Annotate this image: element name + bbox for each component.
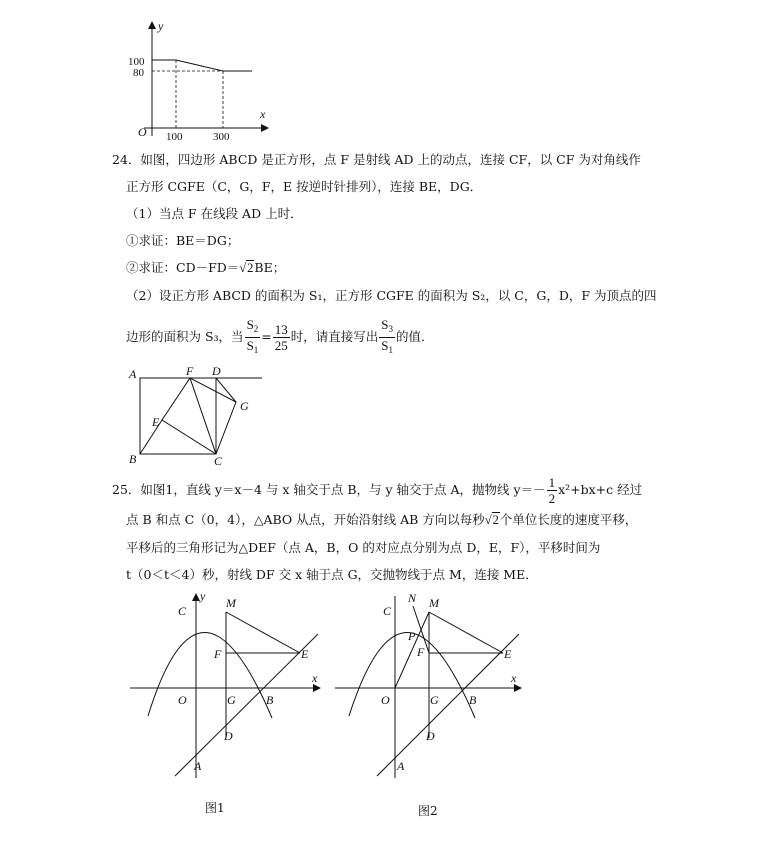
q25-line-4: t（0＜t＜4）秒，射线 DF 交 x 轴于点 G，交抛物线于点 M，连接 ME． xyxy=(126,567,538,582)
fraction-one-half: $\frac{1}{2}$ xyxy=(548,475,556,506)
origin-label: O xyxy=(138,125,147,139)
equals-sign: = xyxy=(261,329,272,344)
fig2-N: N xyxy=(408,591,417,605)
fig1-M: M xyxy=(226,596,236,610)
fig2-caption: 图2 xyxy=(418,804,438,818)
q24-line-3: （1）当点 F 在线段 AD 上时． xyxy=(126,206,303,221)
fig1-B: B xyxy=(266,693,274,707)
fig2-x: x xyxy=(511,671,517,685)
q24-line-6: （2）设正方形 ABCD 的面积为 S₁，正方形 CGFE 的面积为 S₂，以 C，G，D，F 为顶点的四 xyxy=(126,288,657,303)
q24-line-5-post: BE； xyxy=(254,260,286,275)
sqrt-symbol: √2 xyxy=(239,261,254,275)
fig1-E: E xyxy=(301,647,309,661)
q24-line-7-pre: 边形的面积为 S₃，当 xyxy=(126,329,244,344)
fig1-D: D xyxy=(224,729,233,743)
sqrt-symbol: √2 xyxy=(484,513,499,527)
top-graph xyxy=(120,18,280,143)
fraction-s3-s1: $\frac{S_3}{S_1}$ xyxy=(381,317,394,355)
fig1-x: x xyxy=(312,671,318,685)
q25-line-1-pre: 25．如图1，直线 y＝x－4 与 x 轴交于点 B，与 y 轴交于点 A，抛物线 y＝－ xyxy=(112,482,546,497)
q24-line-7 xyxy=(126,317,434,358)
label-B: B xyxy=(129,452,137,466)
fig2-F: F xyxy=(417,645,425,659)
fig1-caption: 图1 xyxy=(205,801,225,815)
q25-line-2 xyxy=(126,510,637,530)
series-line xyxy=(152,60,252,71)
y-tick-80: 80 xyxy=(133,67,144,79)
label-A: A xyxy=(129,367,137,381)
label-G: G xyxy=(240,399,249,413)
fraction-s2-s1: $\frac{S_2}{S_1}$ xyxy=(246,317,259,355)
fig1-F: F xyxy=(214,647,222,661)
label-D: D xyxy=(212,364,221,378)
x-axis-label: x xyxy=(260,107,266,121)
fraction-13-25: $\frac{13}{25}$ xyxy=(274,322,288,353)
fig2-D: D xyxy=(426,729,435,743)
x-tick-100: 100 xyxy=(166,131,183,143)
label-C: C xyxy=(214,454,223,467)
y-tick-100: 100 xyxy=(128,56,145,68)
q25-figure-2 xyxy=(325,588,535,788)
fig1-C: C xyxy=(178,604,187,618)
fig2-O: O xyxy=(381,693,390,707)
q25-line-1 xyxy=(112,474,642,506)
label-E: E xyxy=(152,415,160,429)
fig2-P: P xyxy=(408,629,416,643)
fig2-G: G xyxy=(430,693,439,707)
y-axis-label: y xyxy=(158,19,164,33)
q24-square-figure xyxy=(124,362,269,467)
fig1-O: O xyxy=(178,693,187,707)
fig1-A: A xyxy=(194,759,202,773)
fig2-B: B xyxy=(469,693,477,707)
label-F: F xyxy=(186,364,194,378)
q24-line-4: ①求证：BE＝DG； xyxy=(126,233,240,248)
fig2-A: A xyxy=(397,759,405,773)
fig1-G: G xyxy=(227,693,236,707)
q24-line-5 xyxy=(126,258,285,278)
q25-figure-1 xyxy=(120,588,330,788)
q25-line-2-pre: 点 B 和点 C（0，4），△ABO 从点，开始沿射线 AB 方向以每秒 xyxy=(126,512,485,527)
x-tick-300: 300 xyxy=(213,131,230,143)
q24-line-7-mid: 时，请直接写出 xyxy=(290,329,379,344)
q24-line-2: 正方形 CGFE（C，G，F，E 按逆时针排列），连接 BE，DG． xyxy=(126,179,483,194)
q25-line-3: 平移后的三角形记为△DEF（点 A，B，O 的对应点分别为点 D，E，F），平移时间为 xyxy=(126,540,601,555)
fig2-E: E xyxy=(504,647,512,661)
q24-line-7-post: 的值． xyxy=(396,329,434,344)
q25-line-1-post: x²+bx+c 经过 xyxy=(558,482,643,497)
q24-line-1: 24．如图，四边形 ABCD 是正方形，点 F 是射线 AD 上的动点，连接 CF，以 CF 为对角线作 xyxy=(112,152,641,167)
q25-line-2-post: 个单位长度的速度平移， xyxy=(499,512,638,527)
fig2-M: M xyxy=(429,596,439,610)
fig1-y: y xyxy=(200,589,206,603)
q24-line-5-pre: ②求证：CD－FD＝ xyxy=(126,260,240,275)
fig2-C: C xyxy=(383,604,392,618)
